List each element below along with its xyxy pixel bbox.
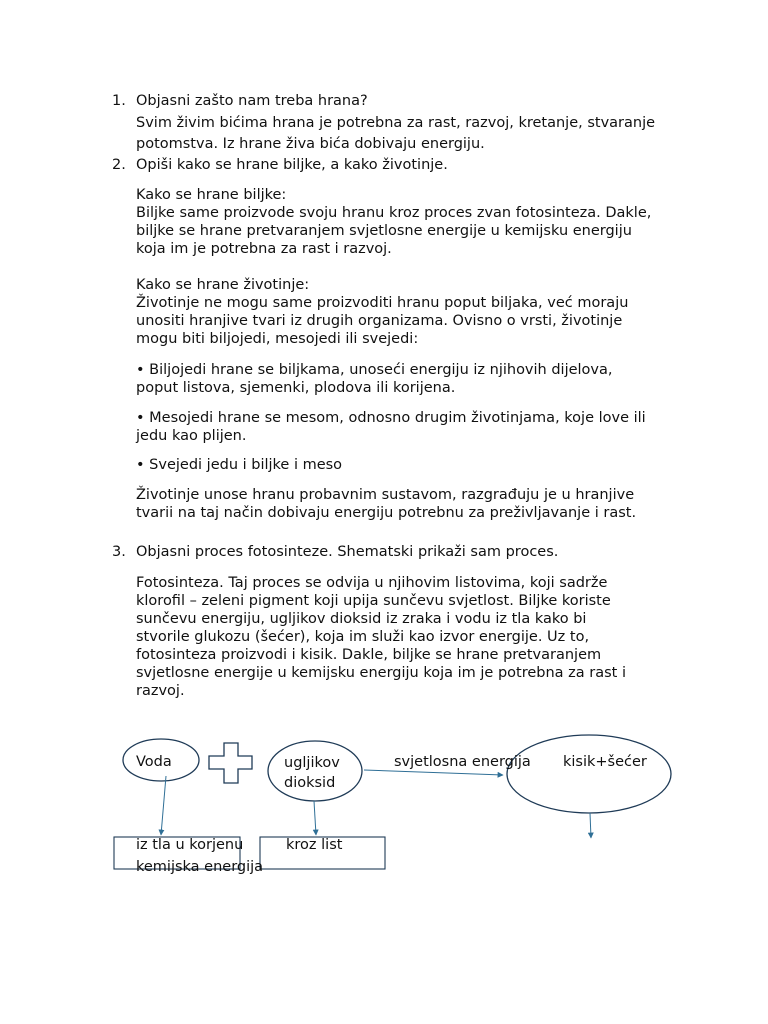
arrow-water-to-box	[161, 776, 166, 835]
animals-summary: Životinje unose hranu probavnim sustavom, razgrađuju je u hranjive	[136, 487, 635, 503]
plants-line: Biljke same proizvode svoju hranu kroz proces zvan fotosinteza. Dakle,	[136, 205, 652, 221]
co2-label: dioksid	[284, 775, 336, 791]
q3-question: Objasni proces fotosinteze. Shematski prikaži sam proces.	[136, 544, 559, 560]
q3-answer-line: stvorile glukozu (šećer), koja im služi kao izvor energije. Uz to,	[136, 629, 590, 645]
product-label: kisik+šećer	[563, 754, 647, 770]
plants-heading: Kako se hrane biljke:	[136, 187, 287, 203]
q3-answer-line: svjetlosne energije u kemijsku energiju koja im je potrebna za rast i	[136, 665, 626, 681]
q3-answer-line: fotosinteza proizvodi i kisik. Dakle, biljke se hrane pretvaranjem	[136, 647, 602, 663]
animals-line: mogu biti biljojedi, mesojedi ili svejedi:	[136, 331, 419, 347]
water-label: Voda	[136, 754, 172, 770]
bullet-carnivores: • Mesojedi hrane se mesom, odnosno drugim životinjama, koje love ili	[136, 410, 646, 426]
q3-answer-line: sunčevu energiju, ugljikov dioksid iz zraka i vodu iz tla kako bi	[136, 611, 587, 627]
light-energy-label: svjetlosna energija	[394, 754, 531, 770]
q2-number: 2.	[112, 157, 126, 173]
bullet-omnivores: • Svejedi jedu i biljke i meso	[136, 457, 343, 473]
q3-answer-line: Fotosinteza. Taj proces se odvija u njihovim listovima, koji sadrže	[136, 575, 608, 591]
plus-icon	[209, 743, 252, 783]
plants-line: biljke se hrane pretvaranjem svjetlosne energije u kemijsku energiju	[136, 223, 632, 239]
co2-label: ugljikov	[284, 755, 340, 771]
leaf-label: kroz list	[286, 837, 343, 853]
animals-line: Životinje ne mogu same proizvoditi hranu poput biljaka, već moraju	[136, 295, 629, 311]
animals-line: unositi hranjive tvari iz drugih organizama. Ovisno o vrsti, životinje	[136, 313, 623, 329]
arrow-co2-to-box	[314, 801, 316, 835]
animals-summary: tvarii na taj način dobivaju energiju potrebnu za preživljavanje i rast.	[136, 505, 637, 521]
q1-answer-line: potomstva. Iz hrane živa bića dobivaju energiju.	[136, 136, 485, 152]
bullet-herbivores: • Biljojedi hrane se biljkama, unoseći energiju iz njihovih dijelova,	[136, 362, 613, 378]
product-ellipse	[507, 735, 671, 813]
q3-number: 3.	[112, 544, 126, 560]
q3-answer-line: razvoj.	[136, 683, 185, 699]
arrow-down-product	[590, 813, 591, 838]
q3-answer-line: klorofil – zeleni pigment koji upija sunčevu svjetlost. Biljke koriste	[136, 593, 611, 609]
chemical-energy-label: kemijska energija	[136, 859, 264, 875]
bullet-carnivores: jedu kao plijen.	[136, 428, 247, 444]
q2-question: Opiši kako se hrane biljke, a kako životinje.	[136, 157, 448, 173]
q1-question: Objasni zašto nam treba hrana?	[136, 93, 368, 109]
q1-answer-line: Svim živim bićima hrana je potrebna za rast, razvoj, kretanje, stvaranje	[136, 115, 656, 131]
soil-label: iz tla u korjenu	[136, 837, 244, 853]
plants-line: koja im je potrebna za rast i razvoj.	[136, 241, 392, 257]
bullet-herbivores: poput listova, sjemenki, plodova ili korijena.	[136, 380, 456, 396]
animals-heading: Kako se hrane životinje:	[136, 277, 310, 293]
q1-number: 1.	[112, 93, 126, 109]
